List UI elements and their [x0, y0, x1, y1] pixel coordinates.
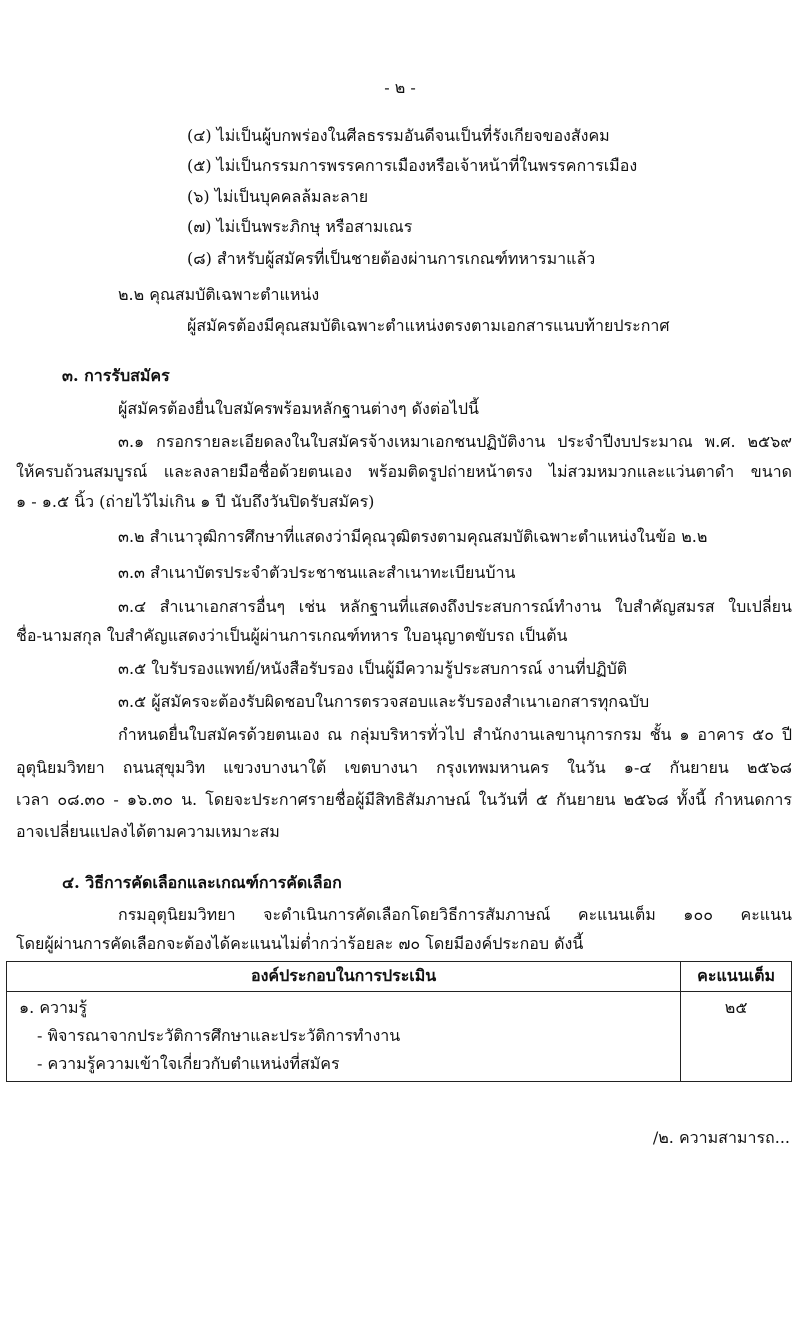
section3-item3: ๓.๓ สำเนาบัตรประจำตัวประชาชนและสำเนาทะเบียนบ้าน: [118, 563, 516, 582]
criteria-bullet-1: - พิจารณาจากประวัติการศึกษาและประวัติการทำงาน: [37, 1026, 401, 1045]
page-number: - ๒ -: [384, 78, 416, 97]
criteria-cell: [7, 992, 681, 1082]
criteria-title: ๑. ความรู้: [19, 998, 88, 1017]
criteria-bullet-2: - ความรู้ความเข้าใจเกี่ยวกับตำแหน่งที่สมัคร: [37, 1054, 340, 1073]
section3-schedule-line3: เวลา ๐๘.๓๐ - ๑๖.๓๐ น. โดยจะประกาศรายชื่อผู้มีสิทธิสัมภาษณ์ ในวันที่ ๕ กันยายน ๒๕๖๘ ทั้งนี้ กำหนดการ: [16, 790, 792, 809]
table-row: [7, 992, 792, 1082]
section3-item4-line2: ชื่อ-นามสกุล ใบสำคัญแสดงว่าเป็นผู้ผ่านการเกณฑ์ทหาร ใบอนุญาตขับรถ เป็นต้น: [16, 626, 568, 645]
table-header-criteria: องค์ประกอบในการประเมิน: [7, 962, 681, 992]
score-cell: ๒๕: [681, 992, 792, 1082]
qualification-item-6: (๖) ไม่เป็นบุคคลล้มละลาย: [187, 187, 369, 206]
section3-item1-line3: ๑ - ๑.๕ นิ้ว (ถ่ายไว้ไม่เกิน ๑ ปี นับถึงวันปิดรับสมัคร): [16, 492, 375, 511]
qualification-item-7: (๗) ไม่เป็นพระภิกษุ หรือสามเณร: [187, 217, 413, 236]
section3-schedule-line2: อุตุนิยมวิทยา ถนนสุขุมวิท แขวงบางนาใต้ เขตบางนา กรุงเทพมหานคร ในวัน ๑-๔ กันยายน ๒๕๖๘: [16, 758, 792, 777]
section3-item5: ๓.๕ ใบรับรองแพทย์/หนังสือรับรอง เป็นผู้มีความรู้ประสบการณ์ งานที่ปฏิบัติ: [118, 659, 628, 678]
section3-intro: ผู้สมัครต้องยื่นใบสมัครพร้อมหลักฐานต่างๆ ดังต่อไปนี้: [118, 399, 479, 418]
table-header-row: [7, 962, 792, 992]
evaluation-criteria-table: [6, 961, 792, 1082]
section3-item1-line1: ๓.๑ กรอกรายละเอียดลงในใบสมัครจ้างเหมาเอกชนปฏิบัติงาน ประจำปีงบประมาณ พ.ศ. ๒๕๖๙: [118, 432, 792, 451]
specific-qualification-text: ผู้สมัครต้องมีคุณสมบัติเฉพาะตำแหน่งตรงตามเอกสารแนบท้ายประกาศ: [187, 316, 670, 335]
section3-schedule-line1: กำหนดยื่นใบสมัครด้วยตนเอง ณ กลุ่มบริหารทั่วไป สำนักงานเลขานุการกรม ชั้น ๑ อาคาร ๕๐ ปี: [118, 725, 792, 744]
section3-item4-line1: ๓.๔ สำเนาเอกสารอื่นๆ เช่น หลักฐานที่แสดงถึงประสบการณ์ทำงาน ใบสำคัญสมรส ใบเปลี่ยน: [118, 597, 792, 616]
section3-schedule-line4: อาจเปลี่ยนแปลงได้ตามความเหมาะสม: [16, 822, 280, 841]
section3-item2: ๓.๒ สำเนาวุฒิการศึกษาที่แสดงว่ามีคุณวุฒิตรงตามคุณสมบัติเฉพาะตำแหน่งในข้อ ๒.๒: [118, 527, 708, 546]
section4-heading: ๔. วิธีการคัดเลือกและเกณฑ์การคัดเลือก: [62, 873, 342, 892]
continuation-marker: /๒. ความสามารถ...: [652, 1128, 790, 1147]
section3-item1-line2: ให้ครบถ้วนสมบูรณ์ และลงลายมือชื่อด้วยตนเอง พร้อมติดรูปถ่ายหน้าตรง ไม่สวมหมวกและแว่นตาดำ ขนาด: [16, 462, 792, 481]
section3-heading: ๓. การรับสมัคร: [62, 366, 170, 385]
section3-item6: ๓.๕ ผู้สมัครจะต้องรับผิดชอบในการตรวจสอบและรับรองสำเนาเอกสารทุกฉบับ: [118, 692, 650, 711]
section4-intro-line2: โดยผู้ผ่านการคัดเลือกจะต้องได้คะแนนไม่ต่ำกว่าร้อยละ ๗๐ โดยมีองค์ประกอบ ดังนี้: [16, 934, 584, 953]
qualification-item-5: (๕) ไม่เป็นกรรมการพรรคการเมืองหรือเจ้าหน้าที่ในพรรคการเมือง: [187, 156, 638, 175]
table-header-full-score: คะแนนเต็ม: [681, 962, 792, 992]
section4-intro-line1: กรมอุตุนิยมวิทยา จะดำเนินการคัดเลือกโดยวิธีการสัมภาษณ์ คะแนนเต็ม ๑๐๐ คะแนน: [118, 905, 792, 924]
qualification-item-8: (๘) สำหรับผู้สมัครที่เป็นชายต้องผ่านการเกณฑ์ทหารมาแล้ว: [187, 249, 596, 268]
qualification-item-4: (๔) ไม่เป็นผู้บกพร่องในศีลธรรมอันดีจนเป็นที่รังเกียจของสังคม: [187, 126, 610, 145]
specific-qualification-heading: ๒.๒ คุณสมบัติเฉพาะตำแหน่ง: [118, 285, 320, 304]
